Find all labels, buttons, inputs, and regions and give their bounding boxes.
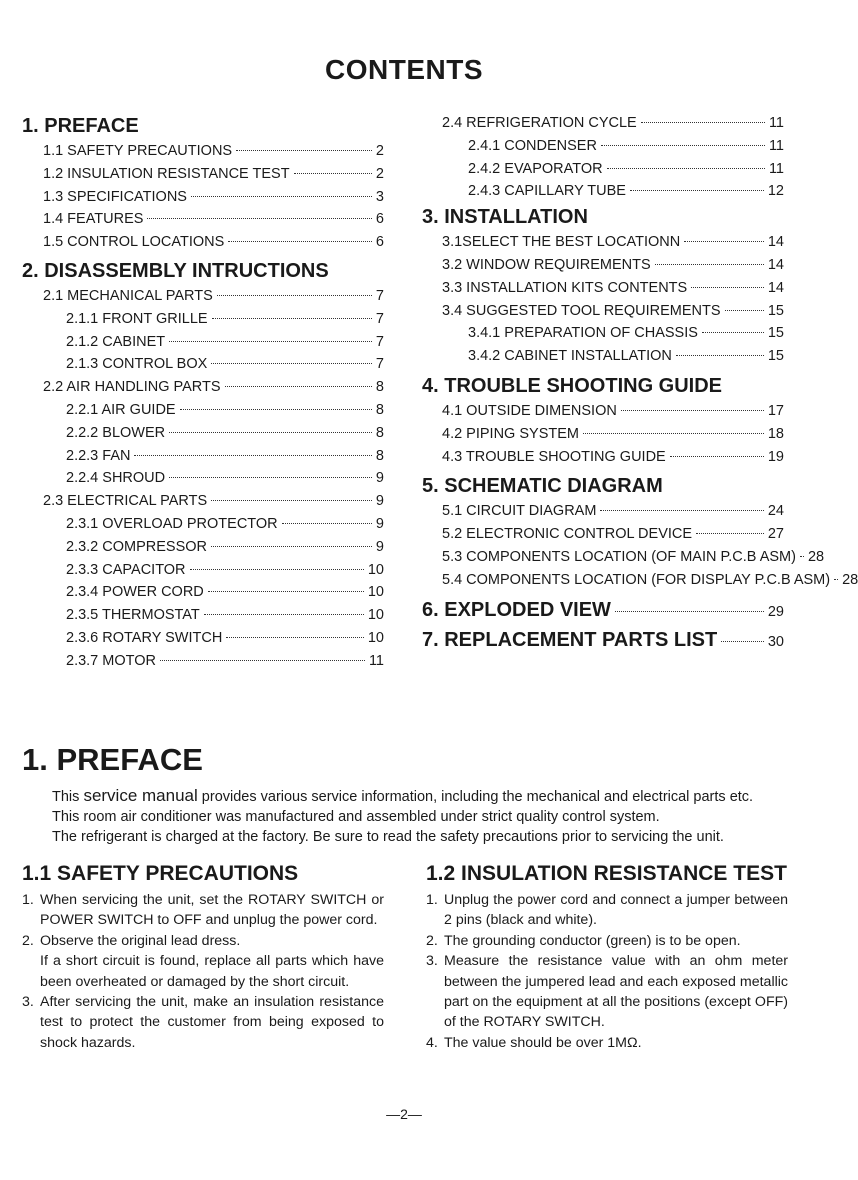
toc-entry[interactable]: [422, 135, 784, 158]
toc-section-label: 2. DISASSEMBLY INTRUCTIONS: [22, 259, 329, 282]
list-item: [22, 890, 384, 931]
list-item: [426, 951, 788, 1033]
toc-leader-dots: [225, 386, 372, 387]
toc-section-label: 7. REPLACEMENT PARTS LIST: [422, 628, 718, 651]
toc-page-number: 14: [767, 234, 784, 251]
toc-leader-dots: [191, 196, 372, 197]
toc-leader-dots: [583, 433, 764, 434]
toc-page-number: 30: [767, 633, 784, 650]
toc-entry[interactable]: [22, 513, 384, 536]
toc-page-number: 10: [367, 607, 384, 624]
toc-leader-dots: [147, 218, 371, 219]
toc-entry-label: 2.3.7 MOTOR: [66, 652, 156, 669]
intro-emphasis: service manual: [83, 786, 198, 805]
toc-leader-dots: [670, 456, 764, 457]
toc-section-label: 5. SCHEMATIC DIAGRAM: [422, 475, 663, 498]
toc-entry[interactable]: [422, 231, 784, 254]
toc-section-label: 6. EXPLODED VIEW: [422, 598, 611, 621]
toc-entry-label: 1.5 CONTROL LOCATIONS: [43, 234, 225, 251]
toc-entry[interactable]: [422, 180, 784, 203]
list-item: [426, 1033, 788, 1053]
list-item-number: 2.: [426, 932, 438, 949]
intro-line: The refrigerant is charged at the factory. Be sure to read the safety precautions prior to servicing the unit.: [52, 829, 724, 845]
toc-entry-label: 3.1SELECT THE BEST LOCATIONN: [442, 234, 681, 251]
list-item: [22, 951, 384, 992]
list-item-text: The grounding conductor (green) is to be open.: [444, 932, 741, 949]
toc-entry-label: 5.1 CIRCUIT DIAGRAM: [442, 503, 597, 520]
toc-page-number: 6: [375, 211, 384, 228]
toc-entry-label: 3.4.2 CABINET INSTALLATION: [468, 348, 672, 365]
toc-entry[interactable]: [22, 353, 384, 376]
preface-heading: 1. PREFACE: [22, 742, 203, 777]
toc-entry-label: 2.3.5 THERMOSTAT: [66, 607, 200, 624]
toc-entry-label: 2.3.2 COMPRESSOR: [66, 538, 208, 555]
toc-page-number: 15: [767, 302, 784, 319]
toc-leader-dots: [800, 556, 804, 557]
toc-page-number: 6: [375, 234, 384, 251]
toc-left-column: [22, 112, 384, 673]
toc-leader-dots: [228, 241, 372, 242]
toc-entry-label: 4.2 PIPING SYSTEM: [442, 425, 579, 442]
toc-page-number: 7: [375, 333, 384, 350]
toc-page-number: 15: [767, 348, 784, 365]
toc-entry[interactable]: [22, 627, 384, 650]
toc-leader-dots: [641, 122, 765, 123]
toc-entry[interactable]: [422, 254, 784, 277]
toc-page-number: 2: [375, 143, 384, 159]
toc-section-trouble[interactable]: [422, 372, 784, 400]
list-item-text: Observe the original lead dress.: [40, 932, 241, 949]
toc-page-number: 14: [767, 256, 784, 273]
toc-section-label: 4. TROUBLE SHOOTING GUIDE: [422, 374, 723, 397]
toc-entry-label: 3.4 SUGGESTED TOOL REQUIREMENTS: [442, 302, 721, 319]
list-item-number: 1.: [426, 892, 438, 908]
toc-page-number: 3: [375, 188, 384, 205]
list-item-number: 3.: [22, 994, 34, 1011]
toc-entry-label: 2.3.4 POWER CORD: [66, 584, 204, 601]
toc-leader-dots: [211, 500, 372, 501]
toc-leader-dots: [684, 241, 764, 242]
toc-entry-label: 2.3.6 ROTARY SWITCH: [66, 629, 223, 646]
toc-entry[interactable]: [22, 559, 384, 582]
toc-leader-dots: [180, 409, 372, 410]
toc-page-number: 12: [767, 183, 784, 200]
toc-entry[interactable]: [22, 308, 384, 331]
list-item: [22, 992, 384, 1053]
toc-leader-dots: [208, 591, 364, 592]
toc-entry-label: 2.1 MECHANICAL PARTS: [43, 287, 213, 304]
list-item-text: Unplug the power cord and connect a jumper between 2 pins (black and white).: [444, 892, 788, 929]
toc-page-number: 9: [375, 515, 384, 532]
toc-entry[interactable]: [22, 604, 384, 627]
toc-entry[interactable]: [422, 446, 784, 469]
toc-entry-label: 2.1.2 CABINET: [66, 333, 166, 350]
toc-page-number: 8: [375, 424, 384, 441]
toc-page-number: 9: [375, 538, 384, 555]
toc-leader-dots: [211, 363, 372, 364]
toc-entry-label: 2.4.3 CAPILLARY TUBE: [468, 183, 626, 200]
toc-entry[interactable]: [22, 140, 384, 163]
toc-page-number: 8: [375, 447, 384, 464]
toc-leader-dots: [169, 477, 372, 478]
list-item: [426, 890, 788, 931]
toc-entry[interactable]: [422, 277, 784, 300]
toc-entry-label: 2.1.3 CONTROL BOX: [66, 356, 208, 373]
toc-leader-dots: [169, 432, 372, 433]
preface-intro: [52, 786, 792, 847]
toc-entry-label: 2.2.2 BLOWER: [66, 424, 166, 441]
toc-entry[interactable]: [22, 536, 384, 559]
toc-entry[interactable]: [22, 163, 384, 186]
toc-entry-label: 1.1 SAFETY PRECAUTIONS: [43, 143, 233, 159]
toc-entry[interactable]: [22, 650, 384, 673]
toc-entry-label: 1.4 FEATURES: [43, 211, 144, 228]
toc-leader-dots: [621, 410, 764, 411]
list-item: [426, 931, 788, 951]
toc-leader-dots: [190, 569, 364, 570]
toc-entry[interactable]: [22, 581, 384, 604]
list-item-text: When servicing the unit, set the ROTARY SWITCH or POWER SWITCH to OFF and unplug the power cord.: [40, 892, 384, 929]
toc-entry[interactable]: [422, 112, 784, 135]
toc-entry-label: 2.4.1 CONDENSER: [468, 137, 597, 154]
toc-page-number: 15: [767, 325, 784, 342]
toc-leader-dots: [655, 264, 764, 265]
toc-entry-label: 2.1.1 FRONT GRILLE: [66, 310, 208, 327]
list-item-number: [22, 951, 40, 992]
toc-entry[interactable]: [22, 208, 384, 231]
toc-page-number: 11: [768, 115, 784, 131]
toc-section-installation[interactable]: [422, 203, 784, 231]
toc-page-number: 8: [375, 379, 384, 396]
toc-entry[interactable]: [422, 500, 784, 523]
toc-leader-dots: [601, 145, 765, 146]
toc-page-number: 11: [768, 137, 784, 154]
toc-entry[interactable]: [22, 186, 384, 209]
list-item-text: The value should be over 1MΩ.: [444, 1034, 642, 1051]
toc-leader-dots: [226, 637, 364, 638]
toc-entry[interactable]: [422, 158, 784, 181]
toc-entry[interactable]: [422, 546, 825, 569]
toc-section-disassembly[interactable]: [22, 257, 384, 285]
toc-entry-label: 2.2.4 SHROUD: [66, 470, 166, 487]
list-item-number: 4.: [426, 1034, 438, 1051]
toc-entry[interactable]: [22, 399, 384, 422]
toc-page-number: 11: [768, 160, 784, 177]
toc-leader-dots: [676, 355, 764, 356]
toc-leader-dots: [282, 523, 372, 524]
toc-leader-dots: [212, 318, 372, 319]
toc-leader-dots: [294, 173, 372, 174]
toc-page-number: 27: [767, 526, 784, 543]
toc-section-label: 1. PREFACE: [22, 115, 139, 137]
toc-section-exploded[interactable]: [422, 596, 784, 626]
toc-section-parts[interactable]: [422, 626, 784, 656]
intro-line: This room air conditioner was manufactured and assembled under strict quality control system.: [52, 809, 660, 825]
toc-leader-dots: [702, 332, 764, 333]
toc-entry[interactable]: [22, 422, 384, 445]
toc-entry[interactable]: [22, 490, 384, 513]
toc-leader-dots: [160, 660, 365, 661]
toc-entry[interactable]: [422, 400, 784, 423]
toc-section-label: 3. INSTALLATION: [422, 206, 588, 229]
toc-leader-dots: [615, 611, 764, 612]
toc-page-number: 24: [767, 503, 784, 520]
toc-page-number: 2: [375, 165, 384, 182]
toc-entry-label: 5.2 ELECTRONIC CONTROL DEVICE: [442, 526, 693, 543]
toc-page-number: 14: [767, 279, 784, 296]
toc-right-column: [422, 112, 858, 656]
toc-page-number: 7: [375, 310, 384, 327]
toc-leader-dots: [204, 614, 364, 615]
toc-leader-dots: [236, 150, 372, 151]
toc-page-number: 9: [375, 493, 384, 510]
toc-entry-label: 2.3.1 OVERLOAD PROTECTOR: [66, 515, 278, 532]
toc-entry-label: 2.3.3 CAPACITOR: [66, 561, 186, 578]
list-item-number: 1.: [22, 892, 34, 908]
toc-page-number: 18: [767, 425, 784, 442]
toc-page-number: 29: [767, 603, 784, 620]
toc-leader-dots: [600, 510, 763, 511]
toc-entry[interactable]: [422, 322, 784, 345]
intro-text: This: [52, 789, 80, 805]
toc-page-number: 7: [375, 356, 384, 373]
toc-entry-label: 2.2.1 AIR GUIDE: [66, 401, 176, 418]
toc-page-number: 10: [367, 561, 384, 578]
toc-entry[interactable]: [22, 467, 384, 490]
toc-entry[interactable]: [422, 345, 784, 368]
toc-page-number: 10: [367, 629, 384, 646]
toc-leader-dots: [607, 168, 765, 169]
list-item: [22, 931, 384, 951]
toc-entry-label: 3.2 WINDOW REQUIREMENTS: [442, 256, 651, 273]
toc-entry[interactable]: [22, 376, 384, 399]
toc-section-schematic[interactable]: [422, 472, 784, 500]
toc-entry[interactable]: [22, 231, 384, 254]
insulation-list: [426, 890, 788, 1053]
safety-list: [22, 890, 384, 1053]
toc-entry-label: 2.4 REFRIGERATION CYCLE: [442, 115, 637, 131]
toc-entry[interactable]: [22, 285, 384, 308]
toc-entry[interactable]: [422, 423, 784, 446]
toc-leader-dots: [217, 295, 372, 296]
toc-leader-dots: [834, 579, 838, 580]
toc-page-number: 10: [367, 584, 384, 601]
toc-page-number: 28: [842, 571, 858, 588]
toc-page-number: 28: [807, 548, 825, 565]
toc-entry-label: 4.1 OUTSIDE DIMENSION: [442, 402, 617, 419]
contents-title: CONTENTS: [325, 54, 483, 85]
toc-leader-dots: [696, 533, 764, 534]
toc-leader-dots: [721, 641, 764, 642]
toc-page-number: 7: [375, 287, 384, 304]
toc-entry-label: 4.3 TROUBLE SHOOTING GUIDE: [442, 448, 666, 465]
toc-leader-dots: [691, 287, 764, 288]
toc-entry-label: 1.3 SPECIFICATIONS: [43, 188, 187, 205]
toc-leader-dots: [211, 546, 372, 547]
list-item-text: Measure the resistance value with an ohm meter between the jumpered lead and each exposed metallic part on the equipment at all the positions (except OFF) of the ROTARY SWITCH.: [444, 953, 788, 1031]
toc-entry[interactable]: [22, 445, 384, 468]
toc-entry-label: 2.3 ELECTRICAL PARTS: [43, 493, 208, 510]
toc-page-number: 11: [368, 652, 384, 669]
page-number: —2—: [386, 1106, 422, 1122]
insulation-heading: 1.2 INSULATION RESISTANCE TEST: [426, 862, 787, 885]
toc-entry-label: 2.2.3 FAN: [66, 447, 131, 464]
toc-page-number: 8: [375, 401, 384, 418]
safety-heading: 1.1 SAFETY PRECAUTIONS: [22, 862, 299, 885]
intro-text: provides various service information, including the mechanical and electrical parts etc.: [201, 789, 754, 805]
toc-entry-label: 1.2 INSULATION RESISTANCE TEST: [43, 165, 290, 182]
toc-entry[interactable]: [22, 331, 384, 354]
toc-entry-label: 3.4.1 PREPARATION OF CHASSIS: [468, 325, 698, 342]
toc-entry-label: 2.2 AIR HANDLING PARTS: [43, 379, 221, 396]
toc-entry[interactable]: [422, 523, 784, 546]
toc-leader-dots: [169, 341, 372, 342]
toc-entry[interactable]: [422, 300, 784, 323]
toc-leader-dots: [725, 310, 764, 311]
toc-page-number: 9: [375, 470, 384, 487]
toc-leader-dots: [630, 190, 764, 191]
list-item-number: 2.: [22, 932, 34, 949]
toc-section-preface[interactable]: [22, 112, 384, 140]
list-item-text: If a short circuit is found, replace all parts which have been overheated or damaged by the short circuit.: [40, 953, 384, 990]
toc-leader-dots: [134, 455, 371, 456]
toc-page-number: 19: [767, 448, 784, 465]
list-item-text: After servicing the unit, make an insulation resistance test to protect the customer from being exposed to shock hazards.: [40, 994, 384, 1051]
toc-page-number: 17: [767, 402, 784, 419]
toc-entry-label: 5.3 COMPONENTS LOCATION (OF MAIN P.C.B ASM): [442, 548, 796, 565]
list-item-number: 3.: [426, 953, 438, 970]
toc-entry-label: 5.4 COMPONENTS LOCATION (FOR DISPLAY P.C.B ASM): [442, 571, 831, 588]
toc-entry[interactable]: [422, 569, 858, 592]
toc-entry-label: 3.3 INSTALLATION KITS CONTENTS: [442, 279, 688, 296]
toc-entry-label: 2.4.2 EVAPORATOR: [468, 160, 603, 177]
